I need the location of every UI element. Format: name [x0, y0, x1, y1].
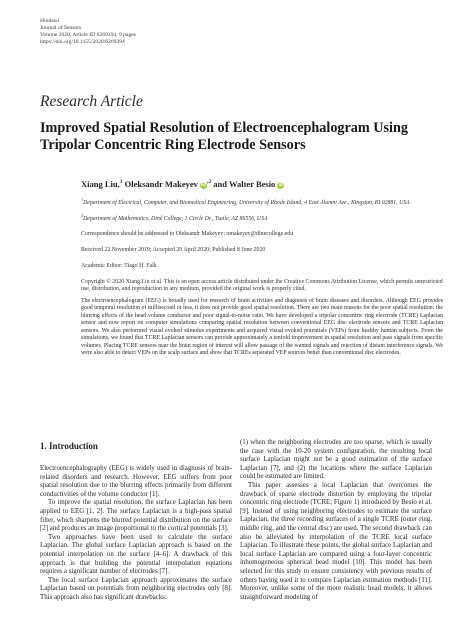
affiliation-number: 1 [81, 197, 84, 202]
author-list [81, 179, 284, 189]
section-heading: 1. Introduction [40, 441, 98, 451]
doi-link[interactable]: https://doi.org/10.1155/2020/6269394 [40, 38, 125, 45]
paragraph: To improve the spatial resolution, the surface Laplacian has been applied to EEG [1, 2]. The surface Laplacian is a high-pass spatial filter, which sharpens the blurred potential distribution on the surface [2] and produces an image proportional to the cortical potentials [3]. [40, 499, 232, 533]
abstract: The electroencephalogram (EEG) is broadly used for research of brain activities and diagnosis of brain diseases and disorders. Although EEG provides good temporal resolution of millisecond or less, it does not provide good spatial resolution. There are two main reasons for the poor spatial resolution: the blurring effects of the head volume conductor and poor signal-to-noise ratio. We have developed a tripolar concentric ring electrode (TCRE) Laplacian sensor and now report on computer simulations comparing spatial resolution between conventional EEG disc electrode sensors and TCRE Laplacian sensors. We also performed visual evoked stimulus experiments and acquired visual evoked potentials (VEPs) from healthy human subjects. From the simulations, we found that TCRE Laplacian sensors can provide approximately a tenfold improvement in spatial resolution and pass signals from specific volumes. Placing TCRE sensors near the brain region of interest will allow passage of the wanted signals and rejection of distant interference signals. We were also able to detect VEPs on the scalp surface and show that TCREs separated VEP sources better than conventional disc electrodes. [81, 298, 443, 357]
paper-title: Improved Spatial Resolution of Electroencephalogram Using Tripolar Concentric Ring Electrode Sensors [40, 120, 408, 153]
orcid-icon[interactable]: iD [278, 182, 284, 188]
paragraph: The local surface Laplacian approach approximates the surface Laplacian based on potentials from neighboring electrodes only [8]. This approach also has significant drawbacks: [40, 576, 232, 601]
affiliation-text: Department of Electrical, Computer, and Biomedical Engineering, University of Rhode Island, 4 East Alumni Ave., Kingston, RI 02881, USA [83, 199, 410, 206]
orcid-icon[interactable]: iD [201, 182, 207, 188]
academic-editor: Academic Editor: Tiago H. Falk [81, 263, 157, 269]
paragraph: Two approaches have been used to calculate the surface Laplacian. The global surface Laplacian approach is based on the potential interpolation on the surface [4–6]. A drawback of this approach is that building the potential interpolation equations requires a significant number of electrodes [7]. [40, 533, 232, 576]
paragraph: Electroencephalography (EEG) is widely used in diagnosis of brain-related disorders and research. However, EEG suffers from poor spatial resolution due to the blurring effects primarily from different conductivities of the volume conductor [1]. [40, 465, 232, 498]
affiliation-marker: ,2 [207, 179, 212, 186]
body-column-right [240, 439, 432, 602]
journal-header [40, 18, 136, 46]
article-type: Research Article [40, 93, 143, 110]
journal-name: Journal of Sensors [40, 24, 82, 31]
affiliation-2 [81, 212, 441, 224]
publication-dates: Received 22 November 2019; Accepted 29 April 2020; Published 8 June 2020 [81, 247, 266, 253]
volume-line: Volume 2020, Article ID 6269394, 9 pages [40, 31, 136, 38]
paragraph: (1) when the neighboring electrodes are too sparse, which is usually the case with the 10-20 system configuration, the resulting local surface Laplacian might not be a good estimation of the surface Laplacian [7], and (2) the locations where the surface Laplacian could be estimated are limited. [240, 439, 432, 481]
affiliation-number: 2 [81, 213, 84, 218]
publisher-name: Hindawi [40, 18, 60, 24]
correspondence: Correspondence should be addressed to Oleksandr Makeyev; omakeyev@dinecollege.edu [81, 231, 294, 237]
author-name: Xiang Liu, [81, 179, 120, 189]
copyright-notice: Copyright © 2020 Xiang Liu et al. This is an open access article distributed under the Creative Commons Attribution License, which permits unrestricted use, distribution, and reproduction in any medium, provided the original work is properly cited. [81, 279, 443, 293]
body-column-left [40, 465, 232, 603]
affiliation-1 [81, 196, 441, 208]
paragraph: This paper assesses a local Laplacian that overcomes the drawback of sparse electrode distortion by employing the tripolar concentric ring electrode (TCRE; Figure 1) introduced by Besio et al. [9]. Instead of using neighboring electrodes to estimate the surface Laplacian, the three recording surfaces of a single TCRE (outer ring, middle ring, and the central disc) are used. The second drawback can also be alleviated by interpolation of the TCRE local surface Laplacian. To illustrate these points, the global surface Laplacian and local surface Laplacian are compared using a four-layer concentric inhomogeneous spherical head model [10]. This model has been selected for this study to ensure consistency with previous results of others having used it to compare Laplacian estimation methods [11]. Moreover, unlike some of the more realistic head models, it allows straightforward modeling of [240, 481, 432, 601]
affiliation-marker: 1 [119, 179, 123, 186]
affiliation-text: Department of Mathematics, Diné College, 1 Circle Dr., Tsaile, AZ 86556, USA [83, 215, 268, 222]
author-name: and Walter Besio [213, 179, 276, 189]
author-name: Oleksandr Makeyev [124, 179, 198, 189]
